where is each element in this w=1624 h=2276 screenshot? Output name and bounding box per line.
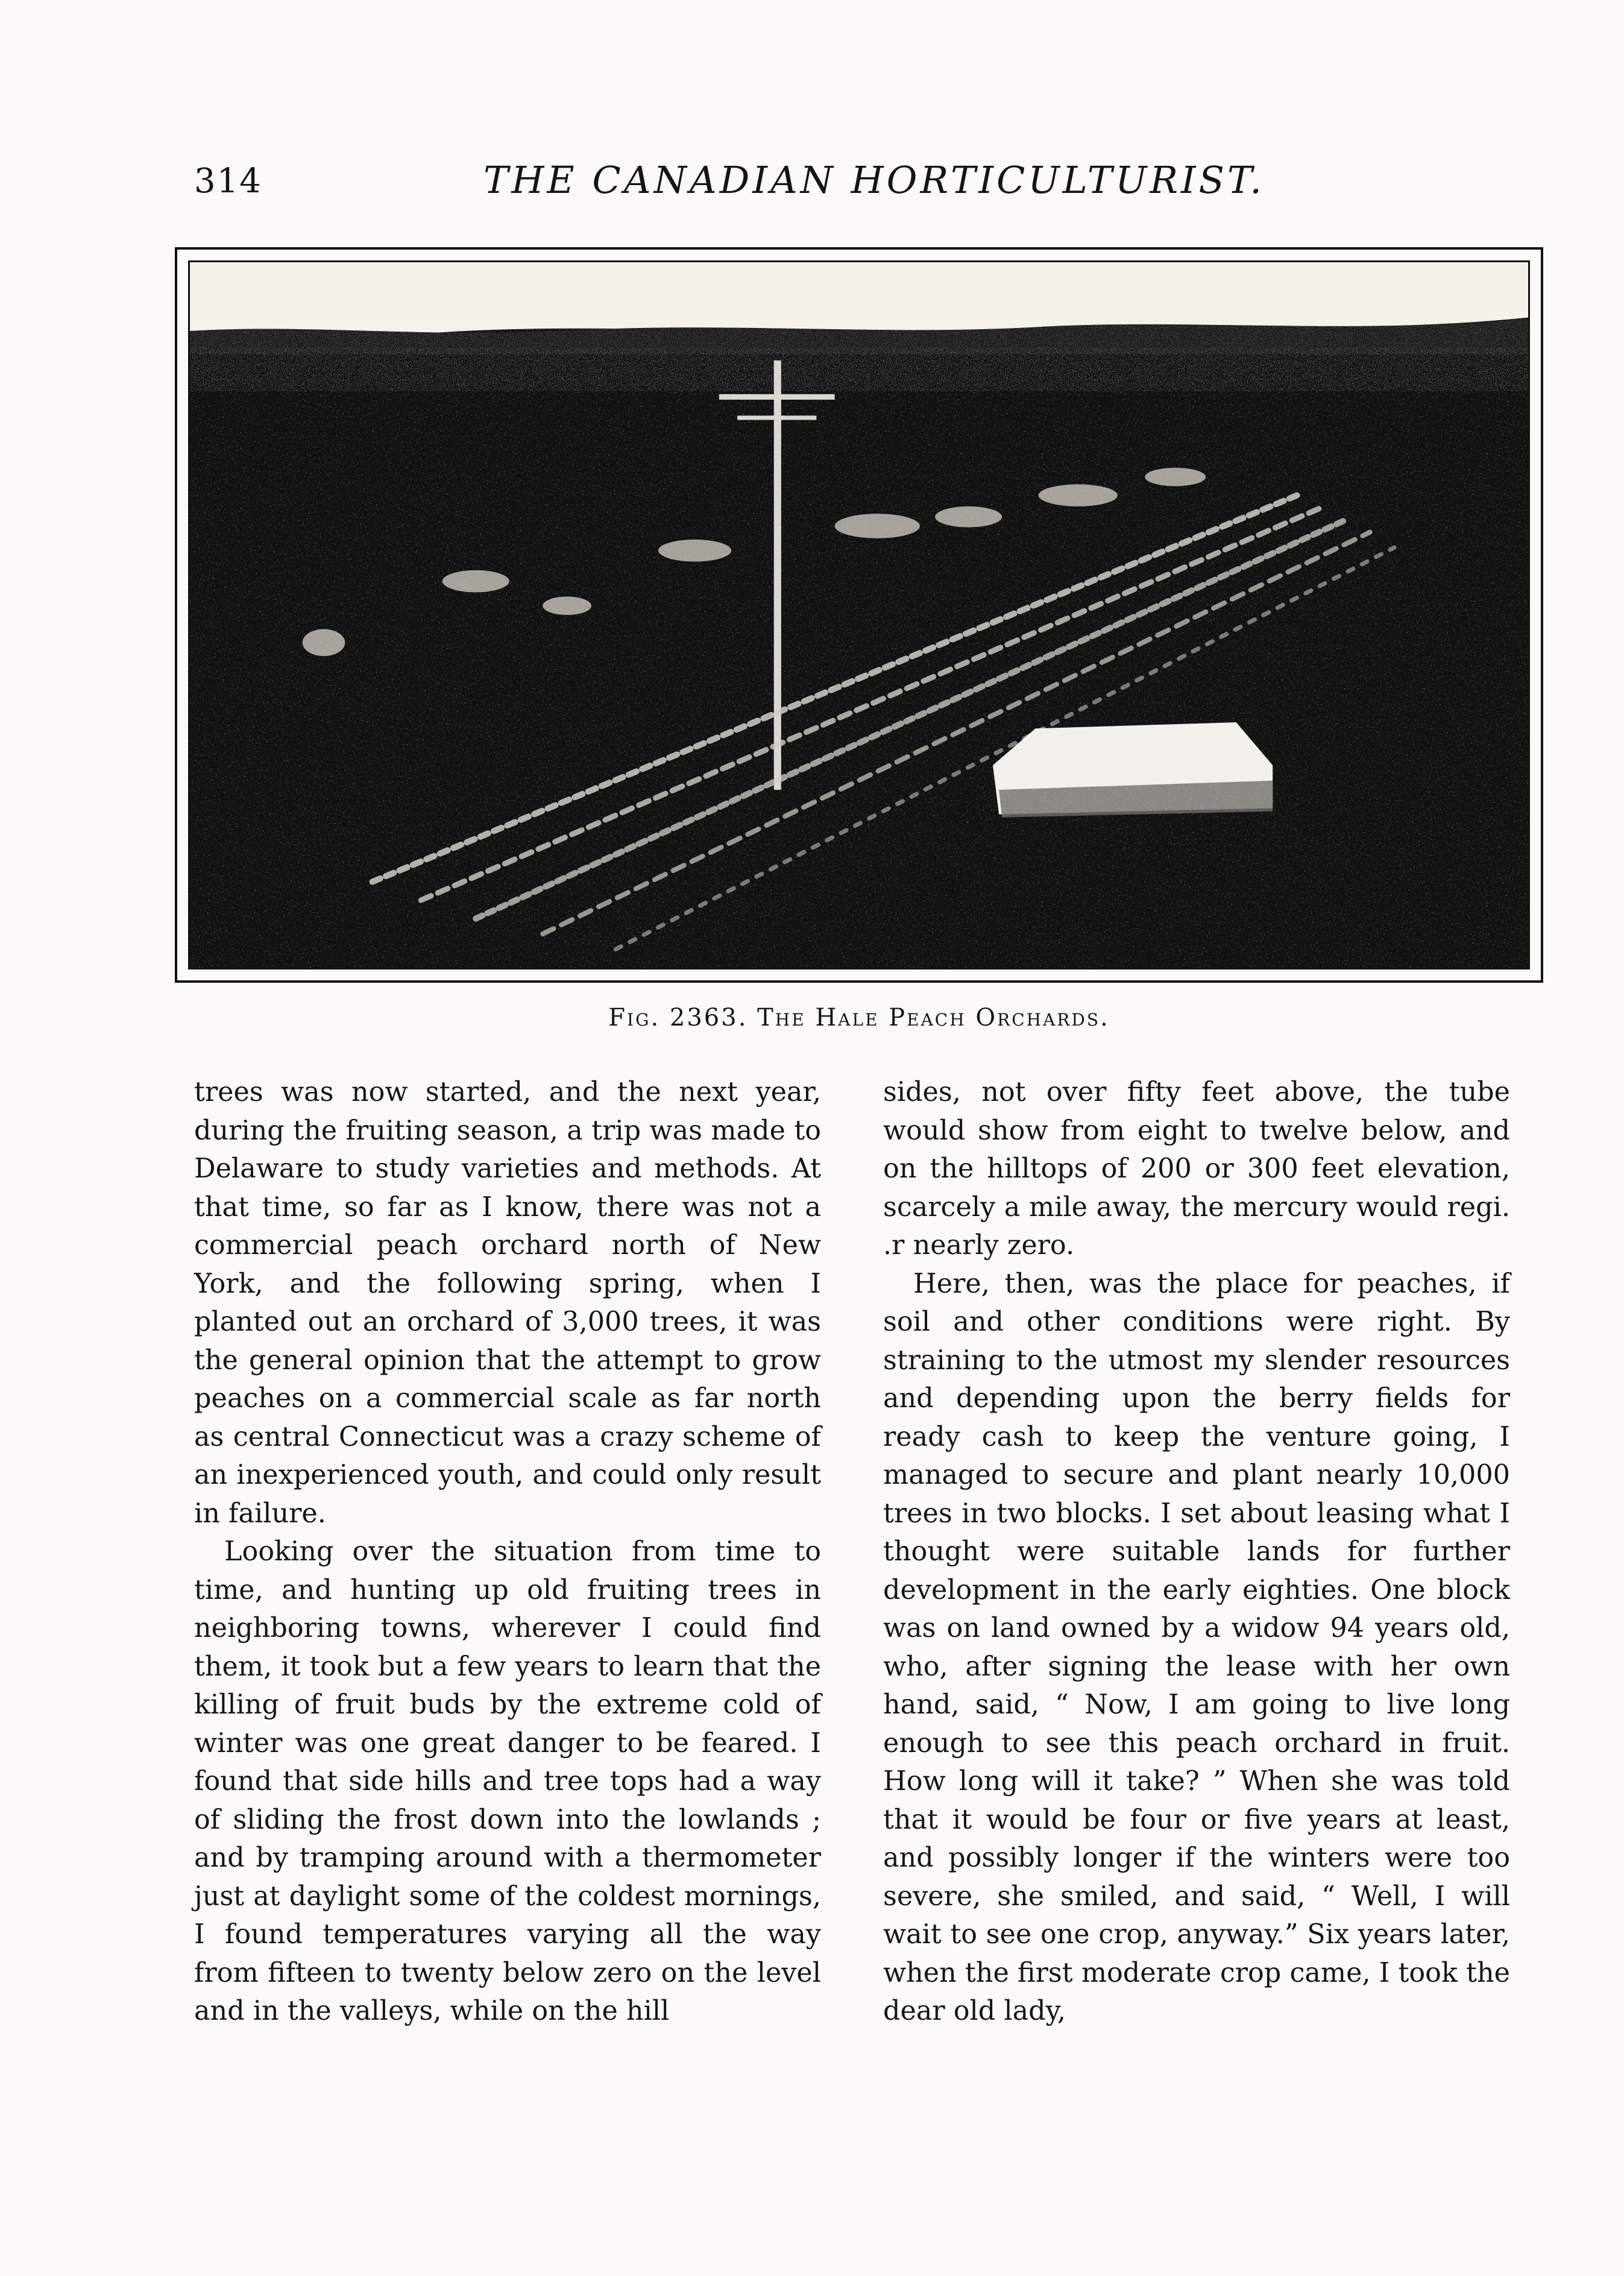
figure-frame <box>175 247 1543 983</box>
page-number: 314 <box>194 162 262 201</box>
orchard-photo <box>188 260 1530 969</box>
paragraph: sides, not over fifty feet above, the tube would show from eight to twelve below, and on the hilltops of 200 or 300 feet elevation, scarcely a mile away, the mercury would regi. .r nearly zero. <box>883 1077 1510 1261</box>
text-column-left <box>194 1073 821 2031</box>
paragraph: Here, then, was the place for peaches, if soil and other conditions were right. By straining to the utmost my slender resources and depending upon the berry fields for ready cash to keep the venture going, I managed to secure and plant nearly 10,000 trees in two blocks. I set about leasing what I thought were suitable lands for further development in the early eighties. One block was on land owned by a widow 94 years old, who, after signing the lease with her own hand, said, “ Now, I am going to live long enough to see this peach orchard in fruit. How long will it take? ” When she was told that it would be four or five years at least, and possibly longer if the winters were too severe, she smiled, and said, “ Well, I will wait to see one crop, anyway.” Six years later, when the first moderate crop came, I took the dear old lady, <box>883 1268 1510 2026</box>
orchard-photo-image <box>190 262 1528 968</box>
paragraph: trees was now started, and the next year, during the fruiting season, a trip was made to Delaware to study varieties and methods. At that time, so far as I know, there was not a commercial peach orchard north of New York, and the following spring, when I planted out an orchard of 3,000 trees, it was the general opinion that the attempt to grow peaches on a commercial scale as far north as central Connecticut was a crazy scheme of an inexperienced youth, and could only result in failure. <box>194 1077 821 1529</box>
running-head: THE CANADIAN HORTICULTURIST. <box>483 158 1265 202</box>
paragraph: Looking over the situation from time to time, and hunting up old fruiting trees in neighboring towns, wherever I could find them, it took but a few years to learn that the killing of fruit buds by the extreme cold of winter was one great danger to be feared. I found that side hills and tree tops had a way of sliding the frost down into the lowlands ; and by tramping around with a thermometer just at daylight some of the coldest mornings, I found temperatures varying all the way from fifteen to twenty below zero on the level and in the valleys, while on the hill <box>194 1536 821 2026</box>
text-column-right <box>883 1073 1510 2031</box>
figure-caption: Fig. 2363. The Hale Peach Orchards. <box>608 1004 1110 1032</box>
